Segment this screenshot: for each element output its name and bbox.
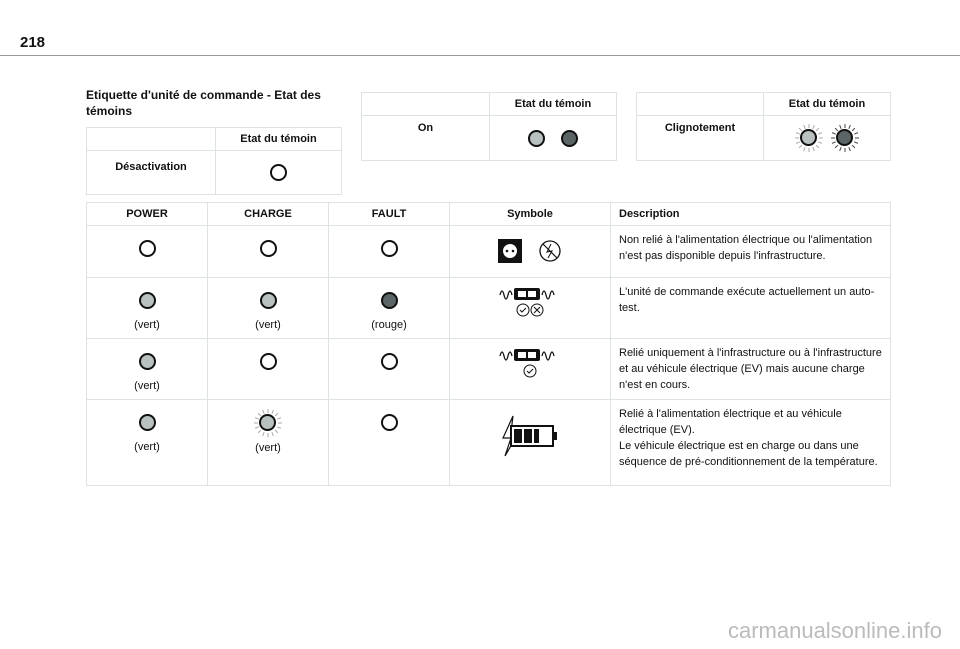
- description: Non relié à l'alimentation électrique ou l'alimentation n'est pas disponible depuis l'infrastructure.: [611, 226, 891, 278]
- table-row: [87, 226, 891, 278]
- column-header: Etat du témoin: [216, 128, 342, 151]
- light-green-icon: [139, 414, 156, 431]
- light-off-icon: [139, 240, 156, 257]
- state-table-on: [361, 92, 617, 161]
- color-caption: (vert): [134, 380, 160, 392]
- light-green-icon: [139, 292, 156, 309]
- light-off-icon: [381, 353, 398, 370]
- table-row: [87, 339, 891, 400]
- connected-symbol-icon: [498, 345, 562, 379]
- header-fault: FAULT: [329, 203, 450, 226]
- light-blink-green-icon: [253, 408, 283, 438]
- watermark: carmanualsonline.info: [727, 618, 942, 643]
- light-red-icon: [381, 292, 398, 309]
- self-test-symbol-icon: [498, 284, 562, 318]
- light-off-icon: [260, 353, 277, 370]
- page-number: 218: [20, 34, 46, 51]
- color-caption: (vert): [255, 442, 281, 454]
- light-green-icon: [260, 292, 277, 309]
- light-off-icon: [381, 414, 398, 431]
- color-caption: (vert): [134, 319, 160, 331]
- section-heading: Etiquette d'unité de commande - Etat des témoins: [86, 88, 321, 118]
- header-symbol: Symbole: [450, 203, 611, 226]
- color-caption: (vert): [134, 441, 160, 453]
- light-on-green-icon: [528, 130, 545, 147]
- column-header: Etat du témoin: [764, 93, 891, 116]
- light-off-icon: [260, 240, 277, 257]
- state-label: On: [362, 116, 490, 161]
- column-header: Etat du témoin: [490, 93, 617, 116]
- header-power: POWER: [87, 203, 208, 226]
- table-row: [87, 400, 891, 486]
- light-off-icon: [381, 240, 398, 257]
- state-table-blink: [636, 92, 891, 161]
- light-off-icon: [270, 164, 287, 181]
- description: Relié à l'alimentation électrique et au véhicule électrique (EV). Le véhicule électrique est en charge ou dans une séquence de pré-conditionnement de la température.: [611, 400, 891, 486]
- header-charge: CHARGE: [208, 203, 329, 226]
- light-green-icon: [139, 353, 156, 370]
- status-table: [86, 202, 891, 486]
- color-caption: (rouge): [371, 319, 407, 331]
- color-caption: (vert): [255, 319, 281, 331]
- header-description: Description: [611, 203, 891, 226]
- state-label: Désactivation: [87, 151, 216, 195]
- light-blink-green-icon: [794, 123, 824, 153]
- description: L'unité de commande exécute actuellement un auto-test.: [611, 278, 891, 339]
- charging-symbol-icon: [499, 414, 561, 458]
- no-power-symbol-icon: [495, 238, 565, 264]
- table-row: [87, 278, 891, 339]
- state-table-off: [86, 127, 342, 195]
- divider: [0, 55, 960, 56]
- description: Relié uniquement à l'infrastructure ou à l'infrastructure et au véhicule électrique (EV) mais aucune charge n'est en cours.: [611, 339, 891, 400]
- light-blink-red-icon: [830, 123, 860, 153]
- state-label: Clignotement: [637, 116, 764, 161]
- light-on-red-icon: [561, 130, 578, 147]
